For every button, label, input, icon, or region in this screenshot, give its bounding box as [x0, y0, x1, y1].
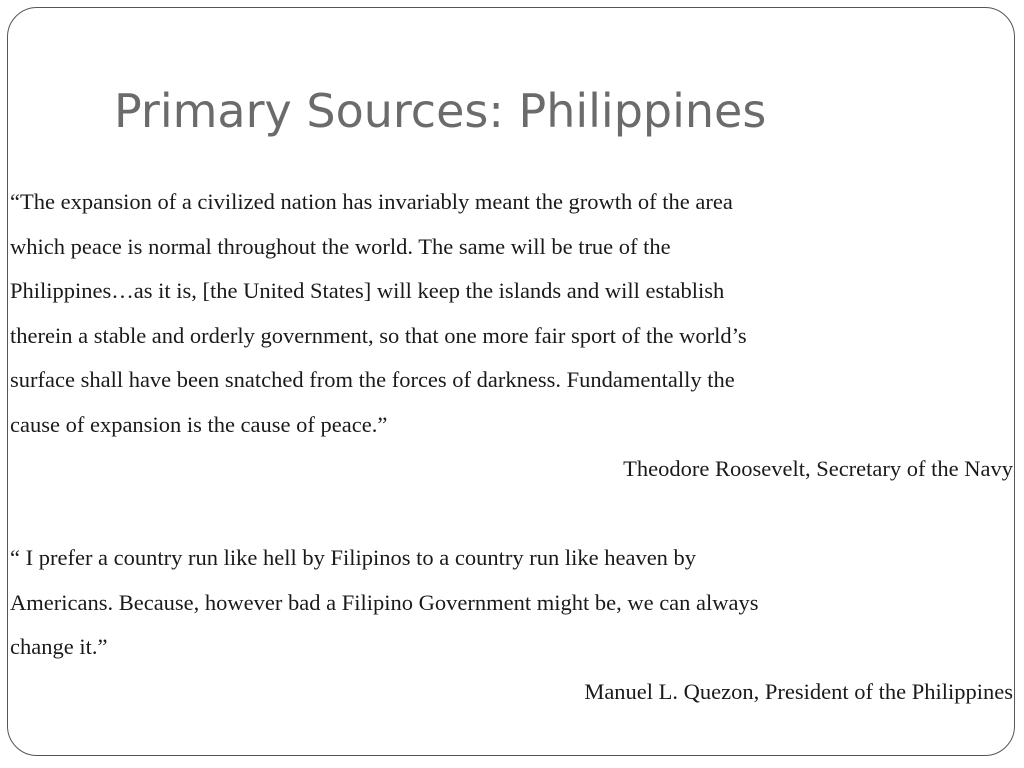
- quote-roosevelt: [10, 180, 1015, 492]
- quote-line: Philippines…as it is, [the United States] will keep the islands and will establish: [10, 278, 725, 303]
- slide-title: Primary Sources: Philippines: [114, 84, 767, 138]
- quote-attribution-roosevelt: Theodore Roosevelt, Secretary of the Navy: [623, 456, 1013, 481]
- quote-line: surface shall have been snatched from the forces of darkness. Fundamentally the: [10, 367, 735, 392]
- quote-line: “ I prefer a country run like hell by Filipinos to a country run like heaven by: [10, 545, 697, 570]
- quote-attribution-quezon: Manuel L. Quezon, President of the Philippines: [584, 678, 1013, 704]
- quote-line: Americans. Because, however bad a Filipino Government might be, we can always: [10, 589, 759, 615]
- paragraph-spacer: [10, 492, 1015, 537]
- quote-line: change it.”: [10, 634, 108, 659]
- quote-line: cause of expansion is the cause of peace.”: [10, 411, 388, 437]
- quote-line: “The expansion of a civilized nation has invariably meant the growth of the area: [10, 189, 733, 214]
- quote-line: therein a stable and orderly government, so that one more fair sport of the world’s: [10, 322, 747, 348]
- quote-line: which peace is normal throughout the world. The same will be true of the: [10, 233, 671, 259]
- quote-quezon: [10, 536, 1015, 714]
- slide-body: [10, 180, 1015, 714]
